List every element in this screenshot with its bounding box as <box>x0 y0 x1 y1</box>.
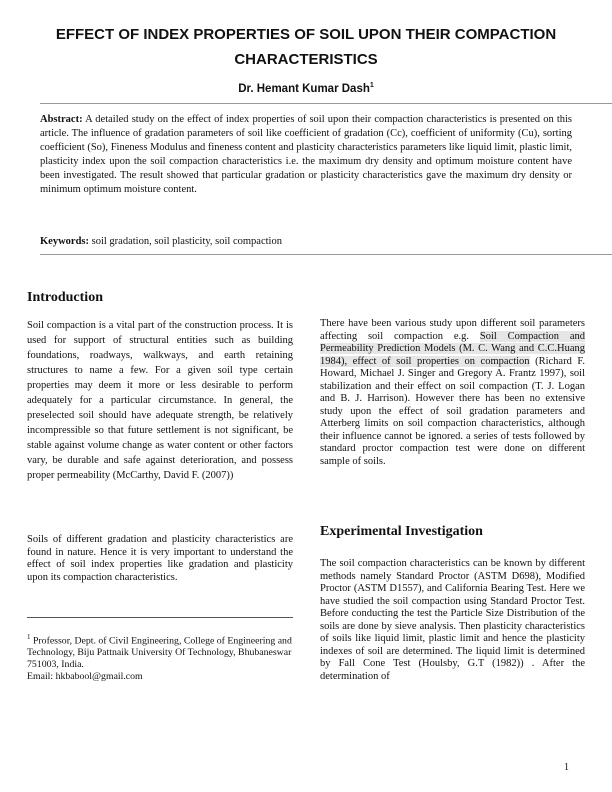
paper-title: EFFECT OF INDEX PROPERTIES OF SOIL UPON THEIR COMPACTION CHARACTERISTICS <box>55 26 557 68</box>
highlighted-citation: Soil Compaction and Permeability Prediction Models (M. C. Wang and C.C.Huang 1984), effect of soil properties on compaction <box>320 330 585 367</box>
keywords <box>40 236 572 247</box>
keywords-label: Keywords: <box>40 236 89 247</box>
footnote-text: Professor, Dept. of Civil Engineering, College of Engineering and Technology, Biju Pattnaik University Of Technology, Bhubaneswar 751003, India. <box>27 635 292 671</box>
right-paragraph-1-start: There have been various study upon different soil parameters affecting soil compaction e.g. <box>320 318 585 342</box>
footnote-mark: 1 <box>27 633 31 641</box>
footnote <box>27 631 293 683</box>
footnote-rule <box>27 617 293 618</box>
abstract-bottom-rule <box>40 254 612 255</box>
author-footnote-mark: 1 <box>369 82 374 89</box>
right-column-paragraph-1 <box>320 318 585 468</box>
footnote-email: Email: hkbabool@gmail.com <box>27 671 143 683</box>
abstract <box>40 113 572 197</box>
right-paragraph-1-end: (Richard F. Howard, Michael J. Singer and Gregory A. Frantz 1997), soil stabilization and their effect on soil compaction (T. J. Logan and B. J. Harrison). However there has been no extensive study upon the effect of soil gradation parameters and Atterberg limits on soil compaction characteristics, although their influence cannot be ignored. a series of tests followed by standard proctor compaction test were done on different sample of soils. <box>320 355 586 467</box>
keywords-text: soil gradation, soil plasticity, soil compaction <box>91 236 282 247</box>
introduction-heading: Introduction <box>27 290 103 305</box>
author-line <box>40 82 572 95</box>
page-number: 1 <box>564 762 569 773</box>
author-name: Dr. Hemant Kumar Dash <box>238 82 370 95</box>
introduction-paragraph-1: Soil compaction is a vital part of the construction process. It is used for support of structural entities such as building foundations, roadways, walkways, and earth retaining structures to name a few. For a given soil type certain properties may deem it more or less desirable to perform adequately for a particular circumstance. In general, the preselected soil should have adequate strength, be relatively incompressible so that future settlement is not significant, be stable against volume change as water content or other factors vary, be durable and safe against deterioration, and possess proper permeability (McCarthy, David F. (2007)) <box>27 320 293 481</box>
abstract-top-rule <box>40 103 612 104</box>
experimental-heading: Experimental Investigation <box>320 524 483 539</box>
introduction-paragraph-2: Soils of different gradation and plasticity characteristics are found in nature. Hence it is very important to understand the effect of soil index properties like gradation and plasticity upon its compaction characteristics. <box>27 534 293 583</box>
abstract-text: A detailed study on the effect of index properties of soil upon their compaction characteristics is presented on this article. The influence of gradation parameters of soil like coefficient of gradation (Cc), coefficient of uniformity (Cu), sorting coefficient (So), Fineness Modulus and fineness content and plasticity characteristics parameters like liquid limit, plastic limit, plasticity index upon the soil compaction characteristics i.e. the maximum dry density and optimum moisture content have been investigated. The result showed that particular gradation or plasticity characteristics gave the maximum dry density or minimum optimum moisture content. <box>40 114 573 195</box>
abstract-label: Abstract: <box>40 114 83 125</box>
experimental-paragraph: The soil compaction characteristics can be known by different methods namely Standard Proctor (ASTM D698), Modified Proctor (ASTM D1557), and California Bearing Test. Here we have studied the soil compaction using Standard Proctor Test. Before conducting the test the Particle Size Distribution of the soils are done by sieve analysis. Then plasticity characteristics of soils like liquid limit, plastic limit and hence the plasticity indexes of soil are determined. The liquid limit is determined by Fall Cone Test (Houlsby, G.T (1982)) . After the determination of <box>320 558 585 682</box>
